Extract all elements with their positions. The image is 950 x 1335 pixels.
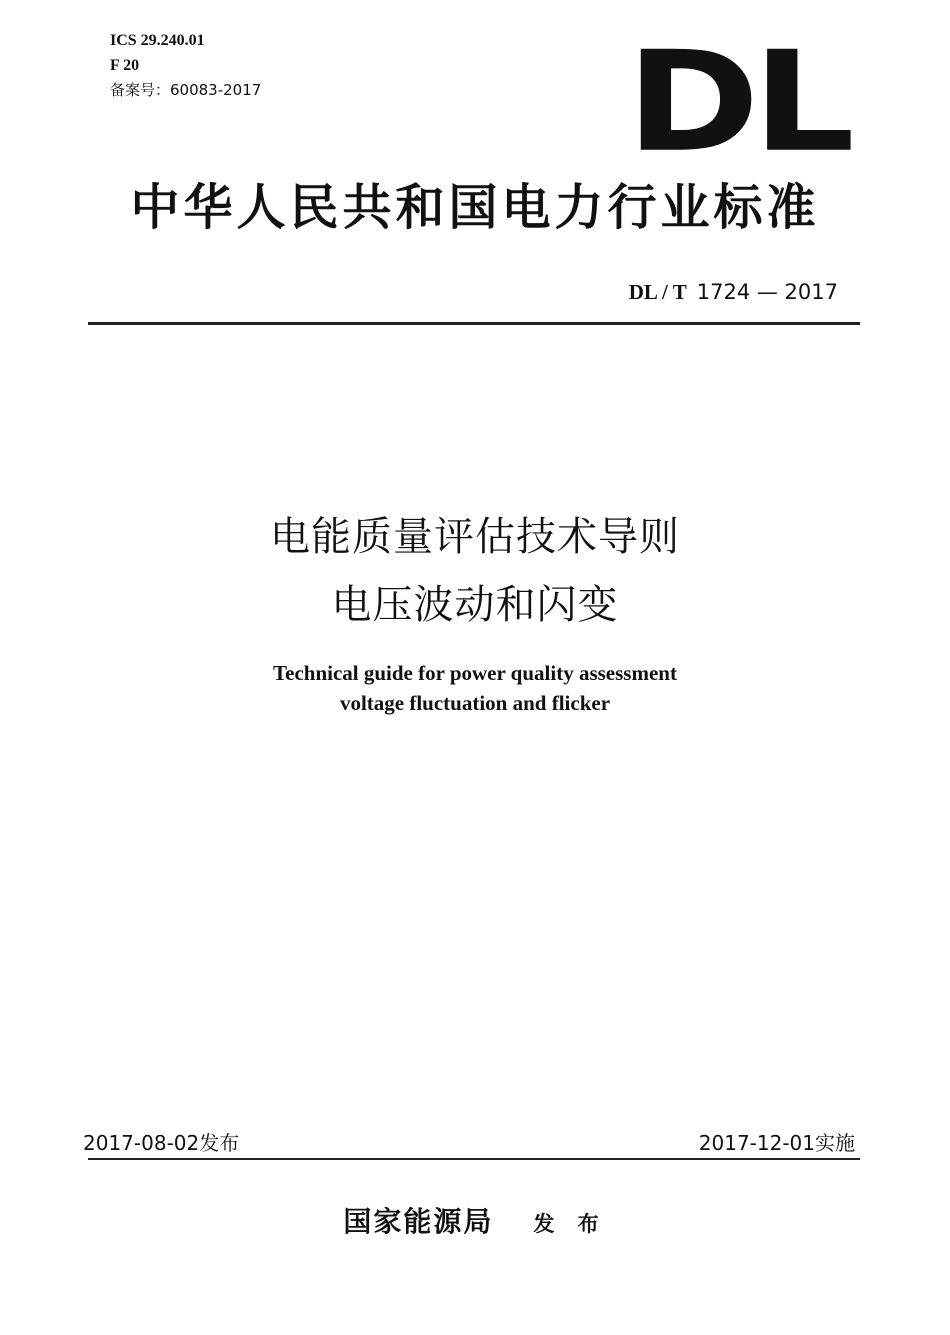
dl-logo: DL [626,21,848,184]
ics-code: ICS 29.240.01 [110,32,205,49]
standard-prefix: DL / T [628,280,687,304]
issuing-authority-title: 中华人民共和国电力行业标准 [130,178,820,236]
publisher-line [0,1200,950,1240]
effective-date: 2017-12-01实施 [698,1131,855,1155]
header-divider [88,322,860,325]
english-title-line-1: Technical guide for power quality assessment [273,661,677,685]
classification-block [110,28,261,103]
footer-divider [88,1158,860,1160]
standard-code: 1724 — 2017 [696,280,838,304]
record-number: 备案号：60083-2017 [110,81,262,99]
publish-label: 发 布 [533,1211,607,1236]
chinese-title-line-1: 电能质量评估技术导则 [270,514,680,560]
standard-number [629,280,838,305]
chinese-title-line-2: 电压波动和闪变 [331,582,619,628]
ccs-code: F 20 [110,57,140,74]
english-title-line-2: voltage fluctuation and flicker [339,691,611,715]
publisher-name: 国家能源局 [343,1205,494,1238]
issue-date: 2017-08-02发布 [83,1131,240,1155]
